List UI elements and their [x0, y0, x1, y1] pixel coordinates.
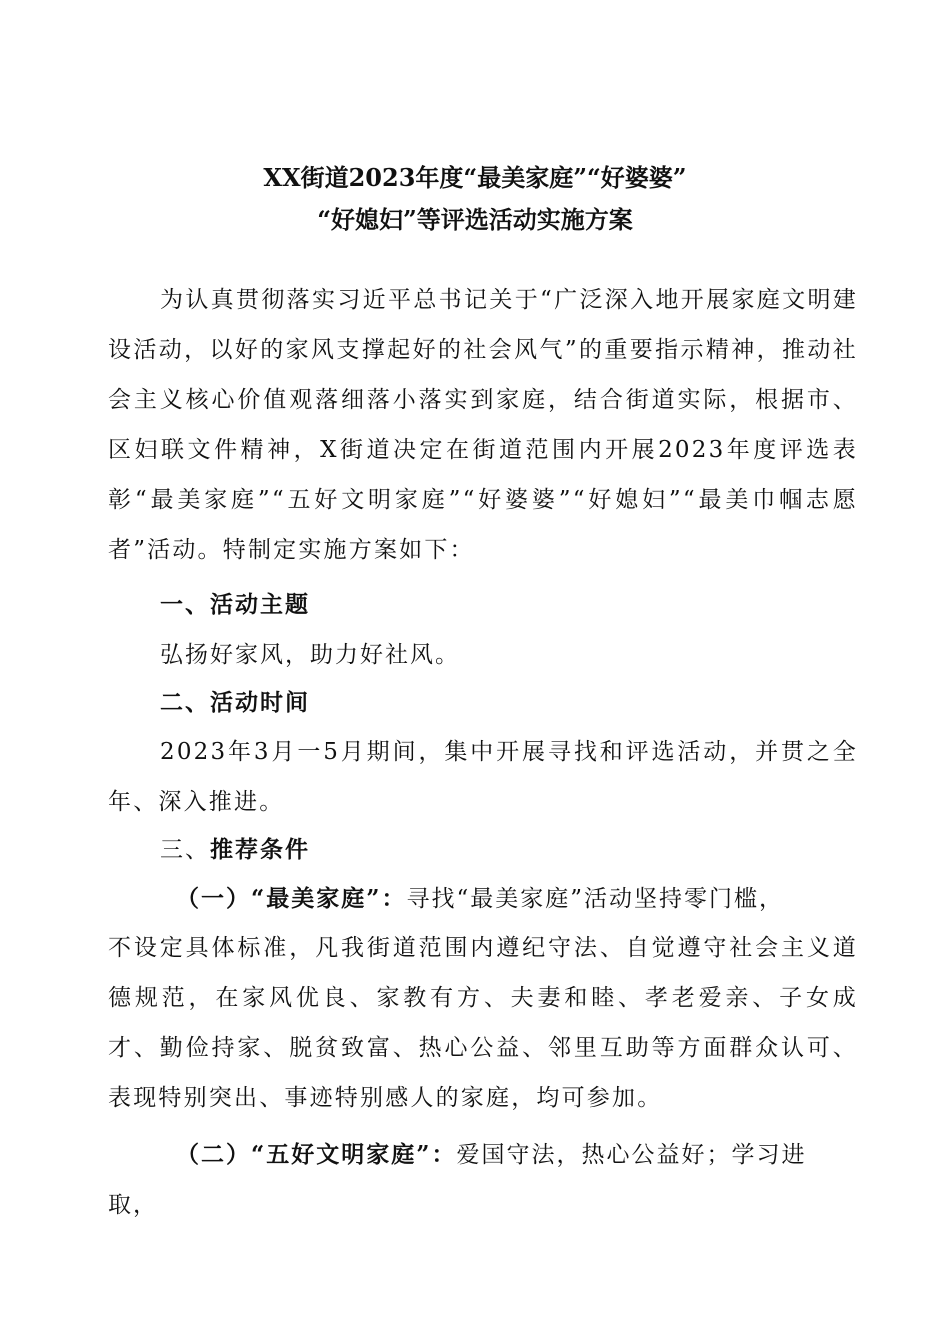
section3-heading	[160, 835, 310, 865]
section2-heading: 二、活动时间	[160, 689, 310, 716]
item1-first-line-text: 寻找“最美家庭”活动坚持零门槛，	[406, 886, 784, 912]
item2-first-line-text: 爱国守法，热心公益好；学习进	[456, 1142, 807, 1168]
section2-text: 2023年3月一5月期间，集中开展寻找和评选活动，并贯之全年、深入推进。	[108, 739, 858, 815]
item1-first-line	[176, 884, 784, 914]
item2-label: （二）“五好文明家庭”：	[176, 1141, 457, 1168]
item2-first-line	[176, 1140, 806, 1170]
item1-label: （一）“最美家庭”：	[176, 885, 407, 912]
section1-text: 弘扬好家风，助力好社风。	[160, 642, 460, 668]
section3-heading-text: 推荐条件	[210, 836, 310, 863]
intro-paragraph: 为认真贯彻落实习近平总书记关于“广泛深入地开展家庭文明建设活动，以好的家风支撑起好的社会风气”的重要指示精神，推动社会主义核心价值观落细落小落实到家庭，结合街道实际，根据市、区妇联文件精神，X街道决定在街道范围内开展2023年度评选表彰“最美家庭”“五好文明家庭”“好婆婆”“好媳妇”“最美巾帼志愿者”活动。特制定实施方案如下：	[108, 287, 858, 563]
item2-second-line: 取，	[108, 1192, 158, 1218]
document-title-line1: XX街道2023年度“最美家庭”“好婆婆”	[263, 163, 687, 192]
section3-prefix: 三、	[160, 837, 210, 863]
section1-heading: 一、活动主题	[160, 591, 310, 618]
document-title-line2: “好媳妇”等评选活动实施方案	[317, 205, 633, 234]
item1-rest-text: 不设定具体标准，凡我街道范围内遵纪守法、自觉遵守社会主义道德规范，在家风优良、家教有方、夫妻和睦、孝老爱亲、子女成才、勤俭持家、脱贫致富、热心公益、邻里互助等方面群众认可、表现特别突出、事迹特别感人的家庭，均可参加。	[108, 935, 858, 1111]
